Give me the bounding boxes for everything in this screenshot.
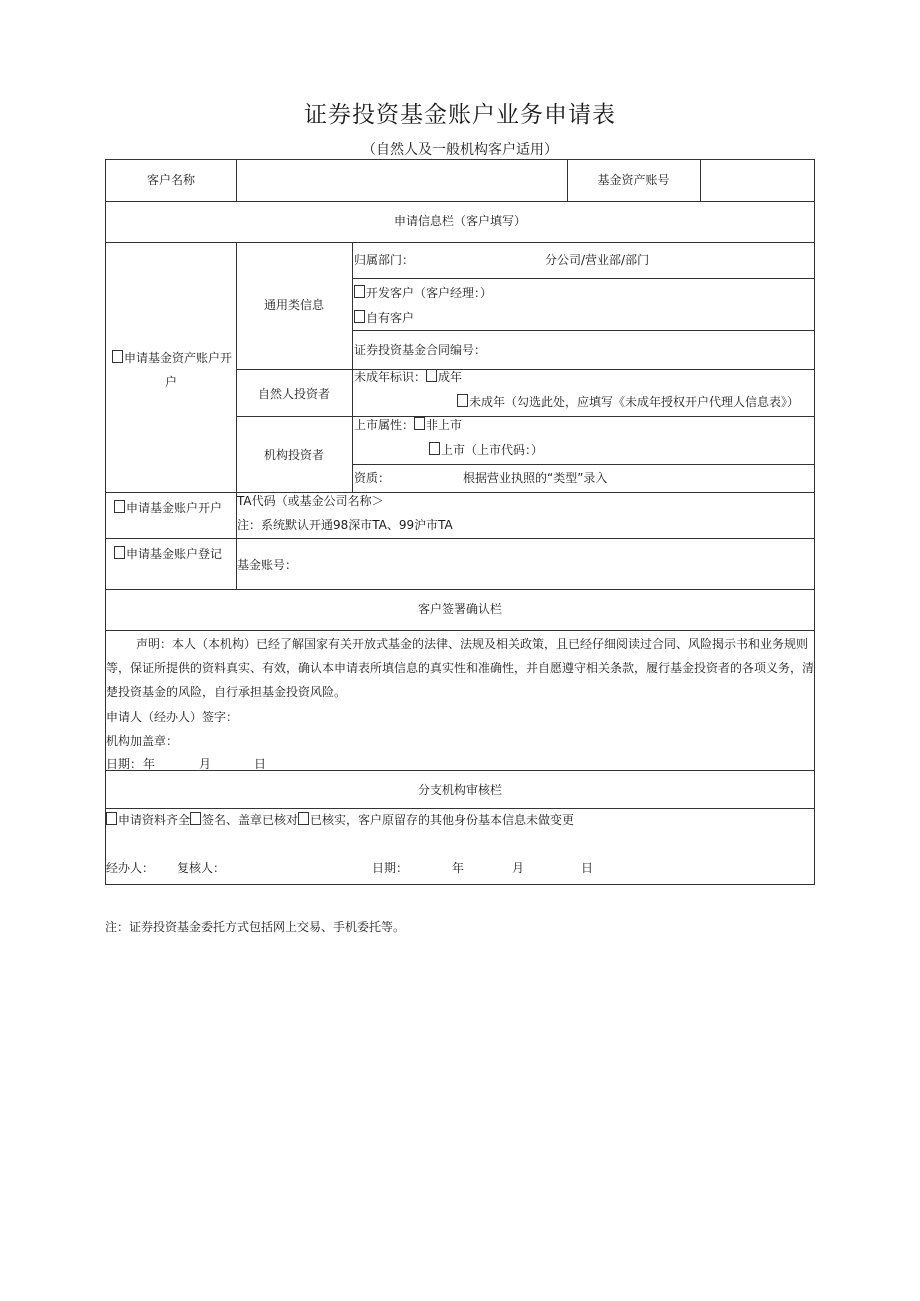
ta-code-label: TA代码（或基金公司名称＞ [237,494,384,508]
new-customer-option[interactable]: 开发客户（客户经理：） [354,285,492,301]
checkbox-icon[interactable] [457,394,468,407]
open-asset-account-label-cont: 户 [164,375,177,389]
checkbox-icon[interactable] [114,500,125,513]
review-date-day: 日 [581,861,594,875]
qualification-label: 资质： [354,471,391,485]
checkbox-icon[interactable] [354,310,365,323]
qualification-note: 根据营业执照的“类型”录入 [463,471,608,485]
fund-asset-account-label: 基金资产账号 [597,173,670,187]
form-title: 证券投资基金账户业务申请表 [304,102,616,128]
application-form [105,159,815,885]
review-date-month: 月 [512,861,525,875]
checkbox-icon[interactable] [354,285,365,298]
fund-account-label: 基金账号： [237,558,298,572]
register-fund-account-option[interactable]: 申请基金账户登记 [114,546,222,562]
signature-date-day: 日 [254,757,267,771]
ta-note: 注：系统默认开通98深市TA、99沪市TA [237,518,453,532]
review-checks-row: 申请资料齐全 签名、盖章已核对 已核实，客户原留存的其他身份基本信息未做变更 [106,812,574,828]
review-section-header: 分支机构审核栏 [417,783,502,797]
footnote: 注：证券投资基金委托方式包括网上交易、手机委托等。 [105,920,406,934]
apply-section-header: 申请信息栏（客户填写） [393,214,526,228]
general-info-label: 通用类信息 [263,298,324,312]
open-asset-account-option[interactable]: 申请基金资产账户开 [112,350,232,366]
institution-seal-label: 机构加盖章： [106,734,179,748]
checkbox-icon[interactable] [426,369,437,382]
signature-date-label: 日期： [106,757,143,771]
existing-customer-option[interactable]: 自有客户 [354,310,414,326]
checkbox-icon[interactable] [112,350,123,363]
institution-label: 机构投资者 [263,448,324,462]
minor-option[interactable]: 未成年（勾选此处，应填写《未成年授权开户代理人信息表》） [457,394,799,410]
natural-person-label: 自然人投资者 [257,387,330,401]
listing-row: 上市属性： 非上市 [354,418,463,432]
department-label: 归属部门： [354,253,415,267]
contract-number-label: 证券投资基金合同编号： [354,343,487,357]
applicant-sign-label: 申请人（经办人）签字： [106,710,239,724]
signature-date-year: 年 [143,757,156,771]
signature-date-month: 月 [199,757,212,771]
listed-option[interactable]: 上市（上市代码：） [429,442,543,458]
review-date-label: 日期： [372,861,409,875]
checkbox-icon[interactable] [414,417,425,430]
signature-section-header: 客户签署确认栏 [417,602,502,616]
open-fund-account-option[interactable]: 申请基金账户开户 [114,500,222,516]
department-suffix: 分公司/营业部/部门 [545,253,650,267]
review-date-year: 年 [452,861,465,875]
handler-label: 经办人： [106,861,155,875]
checkbox-icon[interactable] [114,546,125,559]
customer-name-label: 客户名称 [146,173,195,187]
checkbox-icon[interactable] [429,442,440,455]
declaration-text: 声明：本人（本机构）已经了解国家有关开放式基金的法律、法规及相关政策，且已经仔细阅读过合同、风险揭示书和业务规则等，保证所提供的资料真实、有效，确认本申请表所填信息的真实性和准确性，并自愿遵守相关条款，履行基金投资者的各项义务，清楚投资基金的风险，自行承担基金投资风险。 [106,637,815,699]
checkbox-icon[interactable] [298,812,309,825]
reviewer-label: 复核人： [177,861,226,875]
minor-flag-row: 未成年标识： 成年 [354,370,463,384]
form-subtitle: （自然人及一般机构客户适用） [362,142,558,158]
checkbox-icon[interactable] [106,812,117,825]
checkbox-icon[interactable] [190,812,201,825]
